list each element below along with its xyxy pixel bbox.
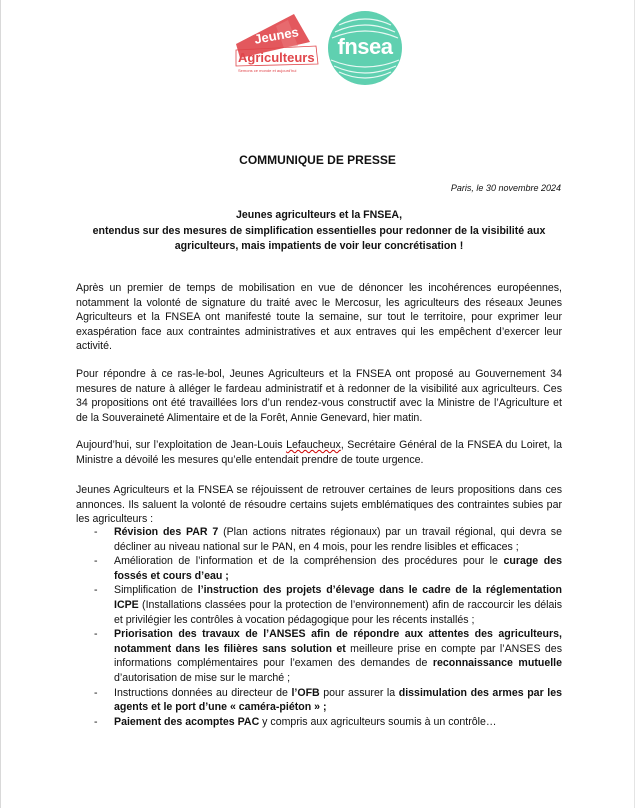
list-item-bold: Révision des PAR 7 xyxy=(114,526,219,538)
list-item-text: d’autorisation de mise sur le marché ; xyxy=(114,671,291,684)
paragraph-1: Après un premier de temps de mobilisation en vue de dénoncer les incohérences européennes, notamment la volonté de signature du traité avec le Mercosur, les agriculteurs des réseaux Jeunes Agriculteurs et la FNSEA ont manifesté toute la semaine, sur tout le territoire, pour exprimer leur exaspération face aux contraintes administratives et aux entraves qui les empêchent d’exercer leur activité. xyxy=(76,282,562,353)
ja-logo-word-jeunes: Jeunes xyxy=(253,24,300,47)
headline-line-2: entendus sur des mesures de simplification essentielles pour redonner de la visibilité aux agriculteurs, mais impatients de voir leur concrétisation ! xyxy=(92,224,546,252)
list-item-text: Instructions données au directeur de xyxy=(114,686,292,699)
list-item-text: pour assurer la xyxy=(319,686,399,699)
list-item xyxy=(76,554,562,583)
list-item-text: meilleure prise en compte par l’ANSES des informations complémentaires pour l’examen des demandes de xyxy=(114,642,562,670)
list-item-text: Amélioration de l’information et de la compréhension des procédures pour le xyxy=(114,555,504,568)
paragraph-3-part-1: Aujourd’hui, sur l’exploitation de Jean-Louis xyxy=(76,439,287,451)
fnsea-logo xyxy=(327,10,403,86)
headline xyxy=(76,208,562,255)
paragraph-4: Jeunes Agriculteurs et la FNSEA se réjouissent de retrouver certaines de leurs propositions dans ces annonces. Ils saluent la volonté de résoudre certains sujets emblématiques des contraintes subies par les agriculteurs : xyxy=(76,484,562,526)
bullet-dash: - xyxy=(94,555,98,568)
list-item xyxy=(76,686,562,715)
bullet-dash: - xyxy=(94,584,98,597)
ja-logo-tagline: Semons ce monde et aujourd'hui xyxy=(238,68,297,73)
headline-line-1: Jeunes agriculteurs et la FNSEA, xyxy=(235,209,403,221)
dateline: Paris, le 30 novembre 2024 xyxy=(450,183,561,193)
list-item-bold: dissimulation des armes par les agents et le port d’une « caméra-piéton » ; xyxy=(114,686,562,714)
list-item xyxy=(76,627,562,685)
paragraph-2: Pour répondre à ce ras-le-bol, Jeunes Agriculteurs et la FNSEA ont proposé au Gouvernement 34 mesures de nature à alléger le fardeau administratif et à redonner de la visibilité aux agriculteurs. Ces 34 propositions ont été travaillées lors d’un rendez-vous constructif avec la Ministre de l’Agriculture et de la Souveraineté Alimentaire et de la Forêt, Annie Genevard, hier matin. xyxy=(76,368,562,424)
bullet-dash: - xyxy=(94,628,98,641)
measures-list xyxy=(76,525,562,729)
list-item-text: (Installations classées pour la protection de l’environnement) afin de raccourcir les délais et privilégier les contrôles à vocation pédagogique pour les récents installés ; xyxy=(114,598,562,626)
list-item-bold: l’instruction des projets d’élevage dans le cadre de la réglementation ICPE xyxy=(114,584,562,611)
list-item-text: Simplification de xyxy=(114,584,198,597)
list-item xyxy=(76,715,562,730)
paragraph-3-part-2: , Secrétaire Général de la FNSEA du Loiret, la Ministre a dévoilé les mesures qu’elle entendait prendre de toute urgence. xyxy=(76,439,562,466)
bullet-dash: - xyxy=(94,526,98,538)
list-item xyxy=(76,525,562,554)
list-item-bold: Paiement des acomptes PAC xyxy=(114,715,260,728)
jeunes-agriculteurs-logo xyxy=(232,12,322,80)
list-item-bold: l’OFB xyxy=(291,686,320,699)
bullet-dash: - xyxy=(94,686,98,699)
page-edge-left xyxy=(0,0,1,808)
bullet-dash: - xyxy=(94,715,98,728)
paragraph-3 xyxy=(76,438,562,467)
list-item xyxy=(76,583,562,627)
list-item-bold: Priorisation des travaux de l’ANSES afin de répondre aux attentes des agriculteurs, notamment dans les filières sans solution et xyxy=(114,628,562,655)
list-item-text: y compris aux agriculteurs soumis à un contrôle… xyxy=(259,715,497,728)
list-item-bold: curage des fossés et cours d’eau ; xyxy=(114,555,562,582)
list-item-text: (Plan actions nitrates régionaux) par un travail régional, qui devra se décliner au niveau national sur le PAN, en 4 mois, pour les rendre lisibles et efficaces ; xyxy=(114,526,562,553)
fnsea-logo-word: fnsea xyxy=(337,34,393,59)
ja-logo-word-agriculteurs: Agriculteurs xyxy=(238,50,315,65)
list-item-bold: reconnaissance mutuelle xyxy=(432,657,562,670)
spellcheck-underlined-name: Lefaucheux xyxy=(286,439,341,451)
document-title: COMMUNIQUE DE PRESSE xyxy=(239,153,396,167)
